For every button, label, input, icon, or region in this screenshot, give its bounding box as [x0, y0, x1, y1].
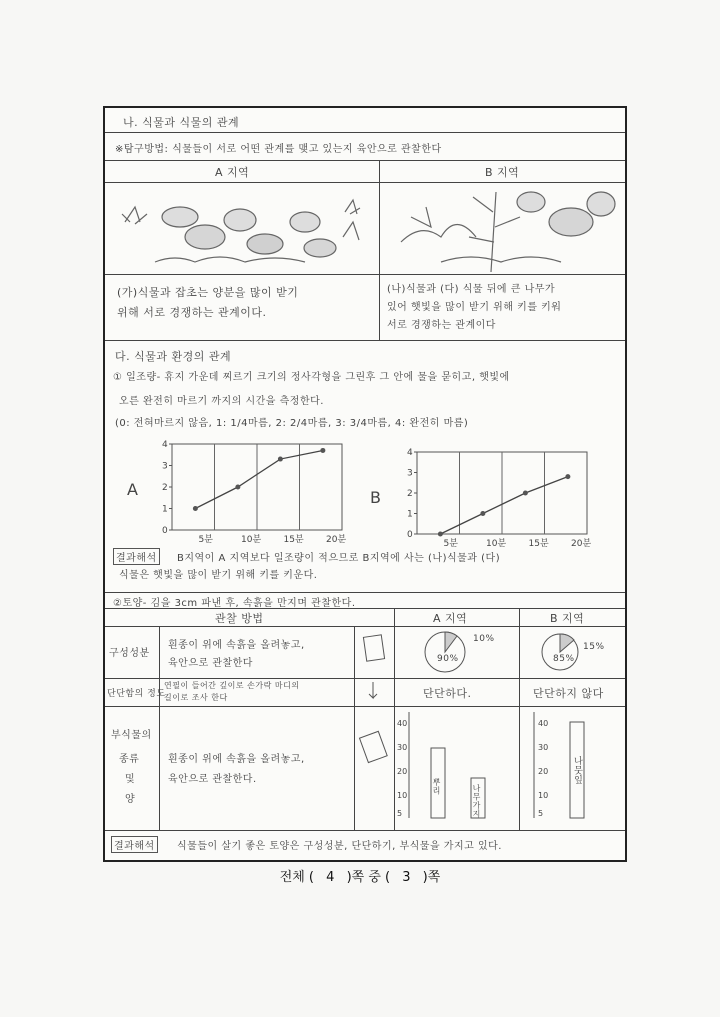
svg-text:10: 10 [538, 791, 549, 800]
row3-label-4: 양 [125, 794, 136, 805]
y-tick-label: 2 [407, 489, 413, 499]
footer-suffix: )쪽 [422, 870, 441, 885]
region-a-header-cell [105, 160, 380, 182]
section-na-method: ※탐구방법: 식물들이 서로 어떤 관계를 맺고 있는지 육안으로 관찰한다 [115, 144, 442, 155]
pencil-icon [355, 678, 393, 706]
graph-a [150, 438, 350, 548]
x-tick-label: 15분 [283, 535, 304, 545]
data-point [438, 532, 443, 537]
graph-b [395, 446, 595, 552]
row3-a-cell [395, 706, 520, 830]
header-a: A 지역 [433, 612, 468, 625]
row3-method-cell [160, 706, 355, 830]
y-tick-label: 1 [407, 509, 413, 520]
x-tick-label: 10분 [486, 539, 507, 549]
header-a-cell [395, 608, 520, 626]
row2-method-1: 연필이 들어간 깊이로 손가락 마디의 [164, 681, 300, 690]
bar-sketch-a [395, 706, 519, 830]
footer-page: 3 [402, 870, 411, 885]
pie-a [395, 626, 519, 678]
graph-b-label: B [370, 488, 382, 507]
footer-prefix: 전체 ( [279, 870, 315, 885]
note-b-line-1: (나)식물과 (다) 식물 뒤에 큰 나무가 [387, 284, 556, 295]
conclusion-text: 식물들이 살기 좋은 토양은 구성성분, 단단하기, 부식물을 가지고 있다. [177, 841, 502, 852]
graph-a-label: A [127, 480, 139, 499]
dryness-legend: (0: 전혀마르지 않음, 1: 1/4마름, 2: 2/4마름, 3: 3/4마름, 4: 완전히 마름) [115, 418, 469, 429]
row2-b: 단단하지 않다 [533, 687, 604, 700]
svg-text:5: 5 [397, 809, 403, 818]
row2-method-2: 길이로 조사 한다 [164, 693, 228, 702]
y-tick-label: 0 [162, 526, 168, 536]
plant-sketch-a [105, 182, 379, 274]
soil-table-header [105, 608, 625, 627]
svg-text:40: 40 [397, 719, 408, 728]
y-tick-label: 4 [162, 440, 168, 450]
row1-a-cell [395, 626, 520, 678]
pie-b-main: 85% [553, 654, 575, 664]
region-b-header: B 지역 [485, 166, 520, 179]
note-b-line-2: 있어 햇빛을 많이 받기 위해 키를 키워 [387, 302, 562, 313]
y-tick-label: 0 [407, 530, 413, 540]
bar-a-2: 나무가지 [472, 784, 481, 818]
row1-method-2: 육안으로 관찰한다 [168, 658, 253, 669]
header-method-cell [105, 608, 395, 626]
note-a-line-1: (가)식물과 잡초는 양분을 많이 받기 [117, 286, 299, 299]
section-na-title: 나. 식물과 식물의 관계 [123, 116, 240, 129]
row3-label-2: 종류 [119, 754, 140, 765]
svg-text:10: 10 [397, 791, 408, 800]
footer-total: 4 [326, 870, 335, 885]
section-da-title: 다. 식물과 환경의 관계 [115, 350, 232, 363]
svg-text:20: 20 [397, 767, 408, 776]
header-b: B 지역 [550, 612, 585, 625]
section-na-title-row [105, 108, 625, 133]
x-tick-label: 10분 [241, 535, 262, 545]
conclusion-row [105, 830, 625, 858]
pie-a-main: 90% [437, 654, 459, 664]
step2-row [105, 592, 625, 609]
worksheet-page [103, 106, 627, 862]
data-point [523, 491, 528, 496]
notes-row [105, 274, 625, 341]
conclusion-tag: 결과해석 [111, 836, 158, 853]
svg-text:20: 20 [538, 767, 549, 776]
region-a-note-cell [105, 274, 380, 340]
footer-middle: )쪽 중 ( [346, 870, 391, 885]
bar-a-1: 뿌리 [432, 778, 441, 795]
plant-sketch-b [381, 182, 625, 274]
x-tick-label: 15분 [528, 539, 549, 549]
section-da [105, 340, 625, 593]
row1-label: 구성성분 [109, 648, 150, 659]
pie-b-pct: 15% [583, 642, 605, 652]
soil-row-composition [105, 626, 625, 679]
row3-label-1: 부식물의 [111, 730, 152, 741]
row2-label: 단단함의 정도 [107, 689, 166, 699]
result-line-2: 식물은 햇빛을 많이 받기 위해 키를 키운다. [119, 570, 318, 581]
row2-label-cell [105, 678, 166, 706]
svg-text:40: 40 [538, 719, 549, 728]
row3-icon-cell [355, 706, 395, 830]
page-footer [0, 866, 720, 885]
x-tick-label: 5분 [443, 539, 458, 549]
soil-row-humus [105, 706, 625, 831]
header-method: 관찰 방법 [215, 612, 264, 625]
pie-a-pct: 10% [473, 634, 495, 644]
paper-icon-2 [355, 706, 393, 830]
row2-a-cell [395, 678, 520, 706]
svg-text:30: 30 [397, 743, 408, 752]
row2-icon-cell [355, 678, 395, 706]
data-point [565, 474, 570, 479]
paper-icon [355, 626, 393, 676]
row1-icon-cell [355, 626, 395, 678]
svg-text:5: 5 [538, 809, 544, 818]
x-tick-label: 20분 [571, 539, 592, 549]
row3-label-3: 및 [125, 774, 136, 785]
result-line-1: B지역이 A 지역보다 일조량이 적으므로 B지역에 사는 (나)식물과 (다) [177, 553, 501, 564]
note-b-line-3: 서로 경쟁하는 관계이다 [387, 320, 496, 331]
row2-method-cell [160, 678, 355, 706]
data-point [278, 457, 283, 462]
data-point [193, 506, 198, 511]
y-tick-label: 3 [162, 461, 168, 472]
bar-b-1: 나뭇잎 [572, 756, 582, 785]
drawing-row [105, 182, 625, 275]
row3-method-1: 흰종이 위에 속흙을 올려놓고, [168, 754, 305, 765]
region-a-header: A 지역 [215, 166, 250, 179]
data-point [480, 511, 485, 516]
region-a-drawing-cell [105, 182, 380, 274]
y-tick-label: 2 [162, 483, 168, 493]
result-tag: 결과해석 [113, 548, 160, 565]
x-tick-label: 20분 [326, 535, 347, 545]
step1-line-2: 오른 완전히 마르기 까지의 시간을 측정한다. [119, 396, 324, 407]
row1-label-cell [105, 626, 160, 678]
svg-text:30: 30 [538, 743, 549, 752]
y-tick-label: 3 [407, 468, 413, 479]
step1-line-1: ① 일조량- 휴지 가운데 찌르기 크기의 정사각형을 그린후 그 안에 물을 묻히고, 햇빛에 [113, 372, 510, 383]
data-point [320, 448, 325, 453]
section-na-method-row [105, 132, 625, 161]
x-tick-label: 5분 [198, 535, 213, 545]
data-point [235, 485, 240, 490]
y-tick-label: 1 [162, 504, 168, 515]
row3-method-2: 육안으로 관찰한다. [168, 774, 257, 785]
pie-b [520, 626, 625, 678]
row1-method-cell [160, 626, 355, 678]
region-header-row [105, 160, 625, 183]
row3-label-cell [105, 706, 160, 830]
step2-text: ②토양- 김을 3cm 파낸 후, 속흙을 만지며 관찰한다. [113, 598, 356, 609]
row2-a: 단단하다. [423, 687, 472, 700]
soil-row-hardness [105, 678, 625, 707]
y-tick-label: 4 [407, 448, 413, 458]
row1-method-1: 흰종이 위에 속흙을 올려놓고, [168, 640, 305, 651]
note-a-line-2: 위해 서로 경쟁하는 관계이다. [117, 306, 267, 319]
